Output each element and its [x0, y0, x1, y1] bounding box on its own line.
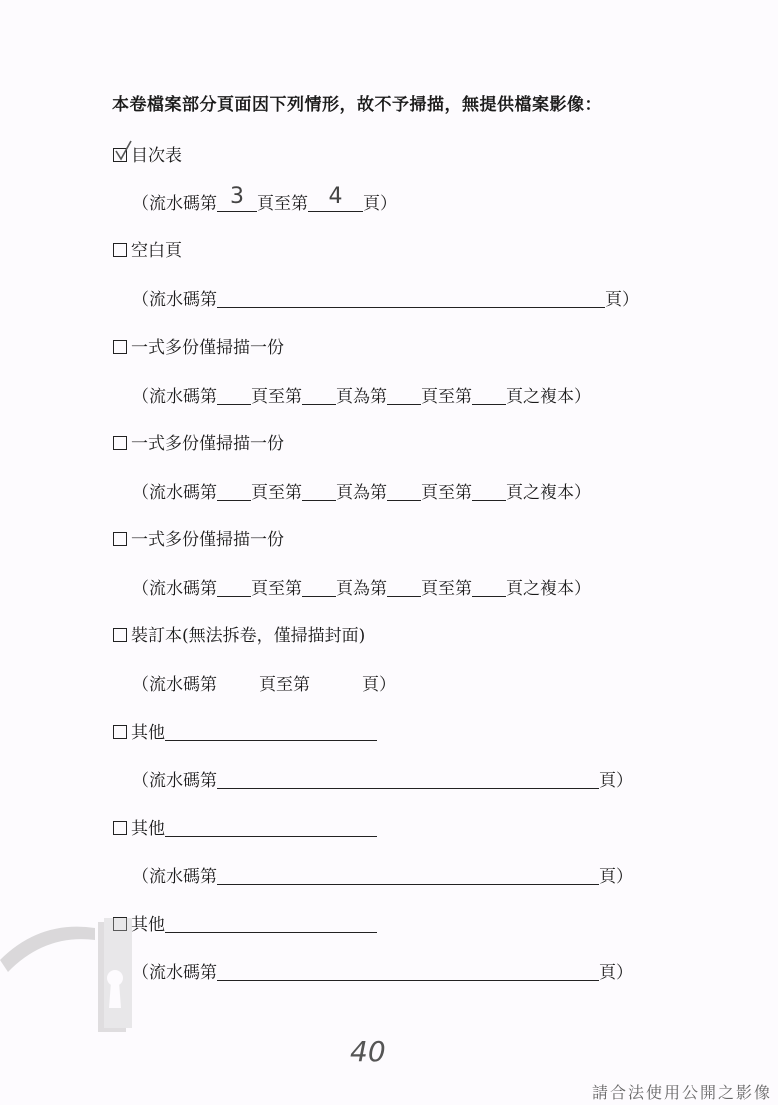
- copy-field[interactable]: [217, 578, 251, 597]
- legal-use-notice: 請合法使用公開之影像: [591, 1083, 772, 1102]
- copy-field[interactable]: [472, 482, 506, 501]
- option-other: [113, 722, 377, 743]
- copy-field[interactable]: [387, 578, 421, 597]
- copy-field[interactable]: [387, 386, 421, 405]
- serial-mid: 頁至第: [421, 579, 472, 599]
- serial-mid: 頁至第: [257, 194, 308, 214]
- option-label: 其他: [131, 819, 165, 839]
- serial-suffix: 頁）: [599, 867, 633, 887]
- serial-suffix: 頁之複本）: [506, 387, 591, 407]
- option-other: [113, 818, 377, 839]
- checkbox-other[interactable]: [113, 821, 127, 835]
- checkmark-icon: [113, 139, 135, 163]
- serial-field[interactable]: [217, 866, 599, 885]
- checkbox-multi-copy[interactable]: [113, 532, 127, 546]
- serial-suffix: 頁之複本）: [506, 483, 591, 503]
- other-reason-field[interactable]: [165, 914, 377, 933]
- serial-prefix: （流水碼第: [132, 771, 217, 791]
- serial-field[interactable]: [217, 962, 599, 981]
- option-multi-copy: [113, 530, 284, 550]
- serial-prefix: （流水碼第: [132, 194, 217, 214]
- serial-mid: 頁至第: [421, 387, 472, 407]
- option-table-of-contents: [113, 146, 182, 166]
- option-multi-copy: [113, 338, 284, 358]
- serial-mid: 頁為第: [336, 579, 387, 599]
- option-label: 其他: [131, 723, 165, 743]
- option-label: 空白頁: [131, 241, 182, 261]
- serial-prefix: （流水碼第: [132, 290, 217, 310]
- copy-field[interactable]: [302, 386, 336, 405]
- serial-prefix: （流水碼第: [132, 675, 217, 695]
- serial-suffix: 頁）: [362, 675, 396, 695]
- serial-prefix: （流水碼第: [132, 483, 217, 503]
- serial-suffix: 頁之複本）: [506, 579, 591, 599]
- checkbox-blank-page[interactable]: [113, 243, 127, 257]
- option-other: [113, 914, 377, 935]
- copy-field[interactable]: [217, 386, 251, 405]
- serial-from-field[interactable]: [217, 184, 257, 212]
- copy-field[interactable]: [387, 482, 421, 501]
- serial-prefix: （流水碼第: [132, 963, 217, 983]
- checkbox-multi-copy[interactable]: [113, 340, 127, 354]
- copy-range-row: [132, 482, 591, 503]
- serial-suffix: 頁）: [605, 290, 639, 310]
- archive-watermark-icon: [0, 900, 140, 1040]
- notice-title: 本卷檔案部分頁面因下列情形，故不予掃描，無提供檔案影像：: [112, 95, 602, 115]
- serial-mid: 頁至第: [421, 483, 472, 503]
- other-reason-field[interactable]: [165, 818, 377, 837]
- option-blank-page: [113, 241, 182, 261]
- checkbox-bound-volume[interactable]: [113, 628, 127, 642]
- serial-prefix: （流水碼第: [132, 579, 217, 599]
- option-multi-copy: [113, 434, 284, 454]
- serial-mid: 頁至第: [251, 483, 302, 503]
- serial-mid: 頁為第: [336, 483, 387, 503]
- serial-single-row: [132, 289, 639, 310]
- serial-prefix: （流水碼第: [132, 387, 217, 407]
- other-reason-field[interactable]: [165, 722, 377, 741]
- option-label: 一式多份僅掃描一份: [131, 434, 284, 454]
- option-label: 一式多份僅掃描一份: [131, 338, 284, 358]
- copy-range-row: [132, 578, 591, 599]
- checkbox-multi-copy[interactable]: [113, 436, 127, 450]
- page-number: 40: [350, 1035, 386, 1068]
- serial-range-row: [132, 184, 397, 214]
- serial-to-field[interactable]: [308, 184, 363, 212]
- serial-mid: 頁至第: [251, 579, 302, 599]
- copy-field[interactable]: [302, 482, 336, 501]
- serial-field[interactable]: [217, 289, 605, 308]
- serial-single-row: [132, 962, 633, 983]
- option-label: 一式多份僅掃描一份: [131, 530, 284, 550]
- checkbox-table-of-contents[interactable]: [113, 148, 127, 162]
- serial-mid: 頁至第: [259, 675, 310, 695]
- option-label: 目次表: [131, 146, 182, 166]
- serial-mid: 頁為第: [336, 387, 387, 407]
- copy-field[interactable]: [472, 386, 506, 405]
- serial-single-row: [132, 770, 633, 791]
- serial-prefix: （流水碼第: [132, 867, 217, 887]
- option-bound-volume: [113, 626, 365, 646]
- serial-suffix: 頁）: [599, 771, 633, 791]
- copy-field[interactable]: [217, 482, 251, 501]
- handwritten-to-value: 4: [328, 184, 343, 209]
- serial-range-row: [132, 675, 396, 695]
- copy-field[interactable]: [472, 578, 506, 597]
- copy-field[interactable]: [302, 578, 336, 597]
- serial-field[interactable]: [217, 770, 599, 789]
- handwritten-from-value: 3: [230, 184, 244, 209]
- serial-mid: 頁至第: [251, 387, 302, 407]
- serial-suffix: 頁）: [363, 194, 397, 214]
- serial-suffix: 頁）: [599, 963, 633, 983]
- option-label: 裝訂本(無法拆卷，僅掃描封面): [131, 626, 366, 646]
- checkbox-other[interactable]: [113, 725, 127, 739]
- option-label: 其他: [131, 915, 165, 935]
- serial-single-row: [132, 866, 633, 887]
- copy-range-row: [132, 386, 591, 407]
